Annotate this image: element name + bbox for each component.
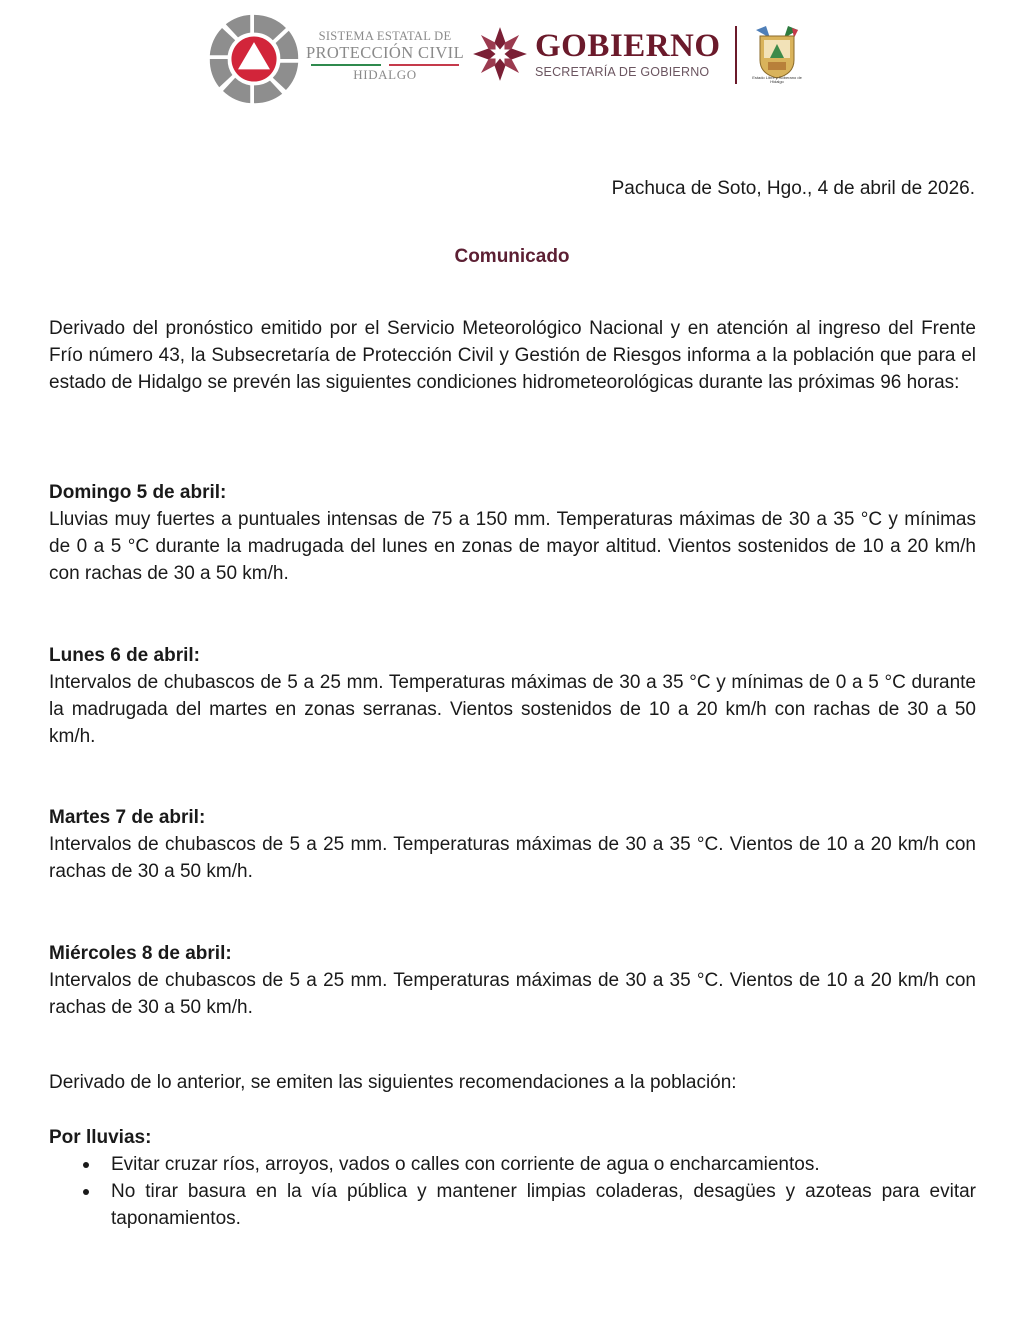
forecast-day [49, 642, 976, 750]
pc-line2: PROTECCIÓN CIVIL [305, 42, 465, 62]
logo-divider [735, 26, 737, 84]
forecast-day-text: Intervalos de chubascos de 5 a 25 mm. Temperaturas máximas de 30 a 35 °C. Vientos de 10 a 20 km/h con rachas de 30 a 50 km/h. [49, 970, 976, 1018]
pc-line1: SISTEMA ESTATAL DE [318, 29, 452, 43]
recommendations-intro: Derivado de lo anterior, se emiten las siguientes recomendaciones a la población: [49, 1072, 737, 1093]
forecast-day-text: Intervalos de chubascos de 5 a 25 mm. Temperaturas máximas de 30 a 35 °C y mínimas de 0 a 5 °C durante la madrugada del martes en zonas serranas. Vientos sostenidos de 10 a 20 km/h con rachas de 30 a 50 km/h. [49, 672, 976, 747]
recommendations-list [49, 1151, 976, 1232]
document-title: Comunicado [454, 246, 570, 267]
list-item [49, 1178, 976, 1232]
proteccion-civil-emblem-icon [207, 12, 301, 106]
coat-of-arms-caption: Estado Libre y Soberano de Hidalgo [752, 75, 802, 85]
bullet-icon [83, 1162, 89, 1168]
pc-line3: HIDALGO [353, 67, 417, 82]
bullet-icon [83, 1189, 89, 1195]
tricolor-rule [305, 64, 465, 66]
proteccion-civil-wordmark [305, 30, 465, 81]
forecast-day [49, 940, 976, 1021]
list-item-text: Evitar cruzar ríos, arroyos, vados o calles con corriente de agua o encharcamientos. [111, 1154, 820, 1175]
letterhead [205, 10, 815, 110]
forecast-day [49, 804, 976, 885]
list-item [49, 1151, 976, 1178]
place-date: Pachuca de Soto, Hgo., 4 de abril de 2026. [611, 178, 975, 199]
forecast-day-heading: Domingo 5 de abril: [49, 482, 227, 503]
list-item-text: No tirar basura en la vía pública y mantener limpias coladeras, desagües y azoteas para evitar taponamientos. [111, 1181, 976, 1229]
gobierno-title: GOBIERNO [535, 28, 721, 64]
intro-paragraph: Derivado del pronóstico emitido por el Servicio Meteorológico Nacional y en atención al ingreso del Frente Frío número 43, la Subsecretaría de Protección Civil y Gestión de Riesgos informa a la población que para el estado de Hidalgo se prevén las siguientes condiciones hidrometeorológicas durante las próximas 96 horas: [49, 318, 976, 393]
forecast-day [49, 479, 976, 587]
forecast-day-text: Intervalos de chubascos de 5 a 25 mm. Temperaturas máximas de 30 a 35 °C. Vientos de 10 a 20 km/h con rachas de 30 a 50 km/h. [49, 834, 976, 882]
forecast-day-heading: Miércoles 8 de abril: [49, 943, 232, 964]
forecast-day-text: Lluvias muy fuertes a puntuales intensas de 75 a 150 mm. Temperaturas máximas de 30 a 35 °C y mínimas de 0 a 5 °C durante la madrugada del lunes en zonas de mayor altitud. Vientos sostenidos de 10 a 20 km/h con rachas de 30 a 50 km/h. [49, 509, 976, 584]
forecast-day-heading: Lunes 6 de abril: [49, 645, 200, 666]
forecast-day-heading: Martes 7 de abril: [49, 807, 206, 828]
eight-point-star-icon [472, 26, 528, 82]
gobierno-wordmark [535, 30, 721, 79]
gobierno-subtitle: SECRETARÍA DE GOBIERNO [535, 65, 710, 79]
recommendations-heading: Por lluvias: [49, 1127, 152, 1148]
